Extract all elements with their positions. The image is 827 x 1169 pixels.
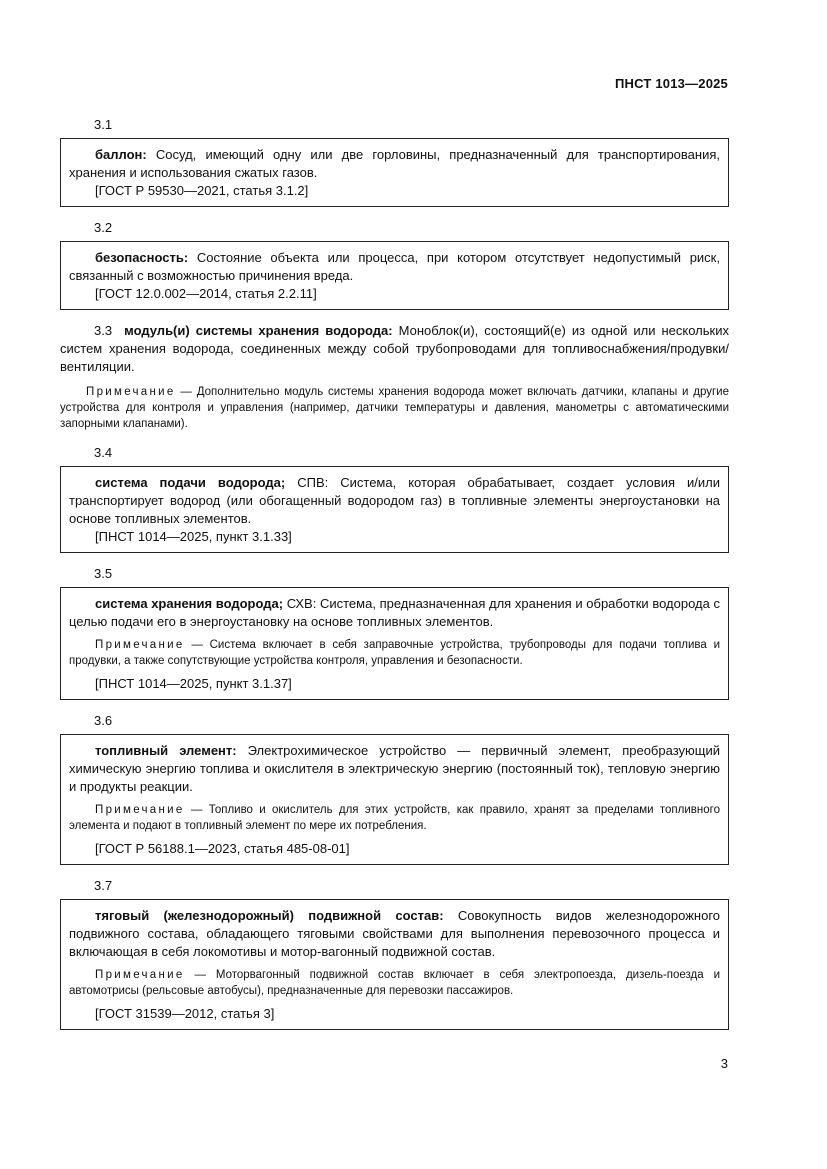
entry-number: 3.7: [94, 878, 113, 893]
note-text: — Моторвагонный подвижной состав включает в себя электропоезда, дизель-поезда и автомотрисы (рельсовые автобусы), предназначенные для перевозки пассажиров.: [69, 969, 720, 997]
entry-number: 3.5: [94, 566, 113, 581]
term-definition: [69, 595, 720, 631]
document-code: ПНСТ 1013—2025: [615, 76, 728, 91]
note-label: Примечание: [95, 639, 185, 651]
source-reference: [ГОСТ 31539—2012, статья 3]: [95, 1006, 275, 1021]
note-label: Примечание: [95, 804, 185, 816]
term-box-hydrogen-supply: [60, 466, 729, 553]
term-entry-storage-module: [60, 322, 729, 432]
definition-text: СПВ: Система, которая обрабатывает, создает условия и/или транспортирует водород (или обогащенный водородом газ) в топливные элементы энергоустановки на основе топливных элементов.: [69, 475, 720, 526]
source-reference: [ГОСТ Р 56188.1—2023, статья 485-08-01]: [95, 841, 350, 856]
term-definition: [69, 249, 720, 285]
note-label: Примечание: [86, 386, 176, 398]
term-note: [69, 637, 720, 669]
definition-text: Моноблок(и), состоящий(е) из одной или нескольких систем хранения водорода, соединенных между собой трубопроводами для топливоснабжения/продувки/вентиляции.: [60, 323, 729, 374]
term-definition: [69, 742, 720, 796]
term-name: система подачи водорода;: [95, 475, 286, 490]
definition-text: Сосуд, имеющий одну или две горловины, предназначенный для транспортирования, хранения и использования сжатых газов.: [69, 147, 720, 180]
term-definition: [69, 474, 720, 528]
term-note: [69, 802, 720, 834]
source-reference: [ПНСТ 1014—2025, пункт 3.1.33]: [95, 529, 292, 544]
term-box-fuel-cell: [60, 734, 729, 865]
entry-number: 3.6: [94, 713, 113, 728]
note-label: Примечание: [95, 969, 185, 981]
term-note: [60, 384, 729, 432]
term-definition: [60, 322, 729, 376]
source-reference: [ГОСТ 12.0.002—2014, статья 2.2.11]: [95, 286, 317, 301]
note-text: — Топливо и окислитель для этих устройств, как правило, хранят за пределами топливного элемента и подают в топливный элемент по мере их потребления.: [69, 804, 720, 832]
note-text: — Дополнительно модуль системы хранения водорода может включать датчики, клапаны и другие устройства для контроля и управления (например, датчики температуры и давления, манометры с автоматическими запорными клапанами).: [60, 386, 729, 430]
entry-number: 3.1: [94, 117, 113, 132]
term-name: тяговый (железнодорожный) подвижной состав:: [95, 908, 444, 923]
terms-section: [60, 112, 729, 1042]
entry-number: 3.2: [94, 220, 113, 235]
term-box-hydrogen-storage: [60, 587, 729, 700]
definition-text: Состояние объекта или процесса, при котором отсутствует недопустимый риск, связанный с возможностью причинения вреда.: [69, 250, 720, 283]
term-box-balloon: [60, 138, 729, 207]
term-definition: [69, 146, 720, 182]
term-definition: [69, 907, 720, 961]
term-name: баллон:: [95, 147, 147, 162]
term-name: модуль(и) системы хранения водорода:: [124, 323, 393, 338]
note-text: — Система включает в себя заправочные устройства, трубопроводы для подачи топлива и продувки, а также сопутствующие устройства контроля, управления и безопасности.: [69, 639, 720, 667]
source-reference: [ПНСТ 1014—2025, пункт 3.1.37]: [95, 676, 292, 691]
term-name: безопасность:: [95, 250, 189, 265]
definition-text: Электрохимическое устройство — первичный элемент, преобразующий химическую энергию топлива и окислителя в электрическую энергию (постоянный ток), тепловую энергию и продукты реакции.: [69, 743, 720, 794]
term-note: [69, 967, 720, 999]
definition-text: Совокупность видов железнодорожного подвижного состава, обладающего тяговыми свойствами для выполнения перевозочного процесса и включающая в себя локомотивы и мотор-вагонный подвижной состав.: [69, 908, 720, 959]
entry-number: 3.3: [94, 323, 113, 338]
page-number: 3: [720, 1056, 728, 1071]
term-name: система хранения водорода;: [95, 596, 284, 611]
term-name: топливный элемент:: [95, 743, 237, 758]
source-reference: [ГОСТ Р 59530—2021, статья 3.1.2]: [95, 183, 309, 198]
entry-number: 3.4: [94, 445, 113, 460]
definition-text: СХВ: Система, предназначенная для хранения и обработки водорода с целью подачи его в энергоустановку на основе топливных элементов.: [69, 596, 720, 629]
term-box-traction-rolling-stock: [60, 899, 729, 1030]
term-box-safety: [60, 241, 729, 310]
